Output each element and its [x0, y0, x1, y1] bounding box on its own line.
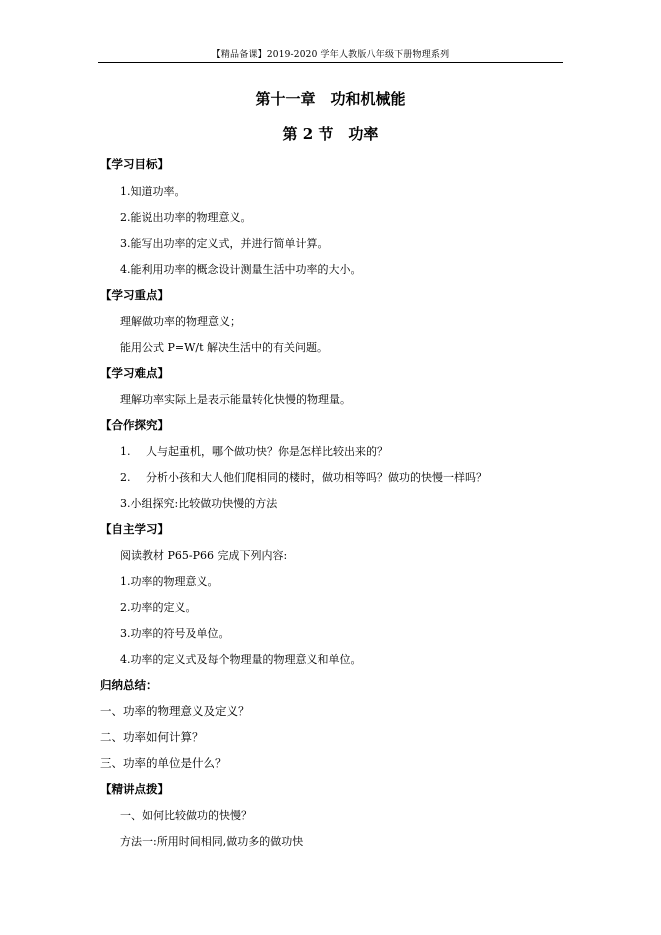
self-study-item: 2.功率的定义。	[120, 601, 197, 614]
section-title: 第 2 节 功率	[282, 125, 379, 143]
key-point-item: 理解做功率的物理意义；	[120, 315, 241, 328]
key-point-item: 能用公式 P=W/t 解决生活中的有关问题。	[120, 341, 329, 354]
goal-item: 3.能写出功率的定义式，并进行简单计算。	[120, 237, 329, 250]
self-study-item: 阅读教材 P65-P66 完成下列内容:	[120, 549, 288, 562]
self-study-item: 1.功率的物理意义。	[120, 575, 219, 588]
cooperation-item	[120, 469, 487, 485]
goal-item: 4.能利用功率的概念设计测量生活中功率的大小。	[120, 263, 362, 276]
self-study-item: 3.功率的符号及单位。	[120, 627, 230, 640]
cooperation-item	[120, 495, 277, 511]
difficulty-item: 理解功率实际上是表示能量转化快慢的物理量。	[120, 393, 351, 406]
self-study-item: 4.功率的定义式及每个物理量的物理意义和单位。	[120, 653, 362, 666]
summary-heading: 归纳总结：	[100, 678, 158, 692]
item-text: 3.小组探究:比较做功快慢的方法	[120, 497, 278, 510]
item-text: 分析小孩和大人他们爬相同的楼时，做功相等吗？做功的快慢一样吗？	[146, 471, 487, 484]
lecture-heading: 【精讲点拨】	[100, 782, 169, 796]
lecture-item: 一、如何比较做功的快慢？	[120, 809, 252, 822]
summary-item: 三、功率的单位是什么？	[100, 756, 227, 770]
cooperation-item	[120, 443, 388, 459]
page-header: 【精品备课】2019-2020 学年人教版八年级下册物理系列	[211, 50, 450, 60]
cooperation-heading: 【合作探究】	[100, 418, 169, 432]
header-rule	[98, 62, 563, 63]
item-number: 1.	[120, 445, 131, 458]
lecture-item: 方法一:所用时间相同,做功多的做功快	[120, 835, 304, 848]
summary-item: 二、功率如何计算？	[100, 730, 204, 744]
goals-heading: 【学习目标】	[100, 157, 169, 171]
self-study-heading: 【自主学习】	[100, 522, 169, 536]
item-text: 人与起重机，哪个做功快？你是怎样比较出来的？	[146, 445, 388, 458]
item-number: 2.	[120, 471, 131, 484]
key-points-heading: 【学习重点】	[100, 288, 169, 302]
summary-item: 一、功率的物理意义及定义？	[100, 704, 250, 718]
chapter-title: 第十一章 功和机械能	[255, 90, 406, 108]
goal-item: 2.能说出功率的物理意义。	[120, 211, 252, 224]
goal-item: 1.知道功率。	[120, 185, 186, 198]
difficulties-heading: 【学习难点】	[100, 366, 169, 380]
